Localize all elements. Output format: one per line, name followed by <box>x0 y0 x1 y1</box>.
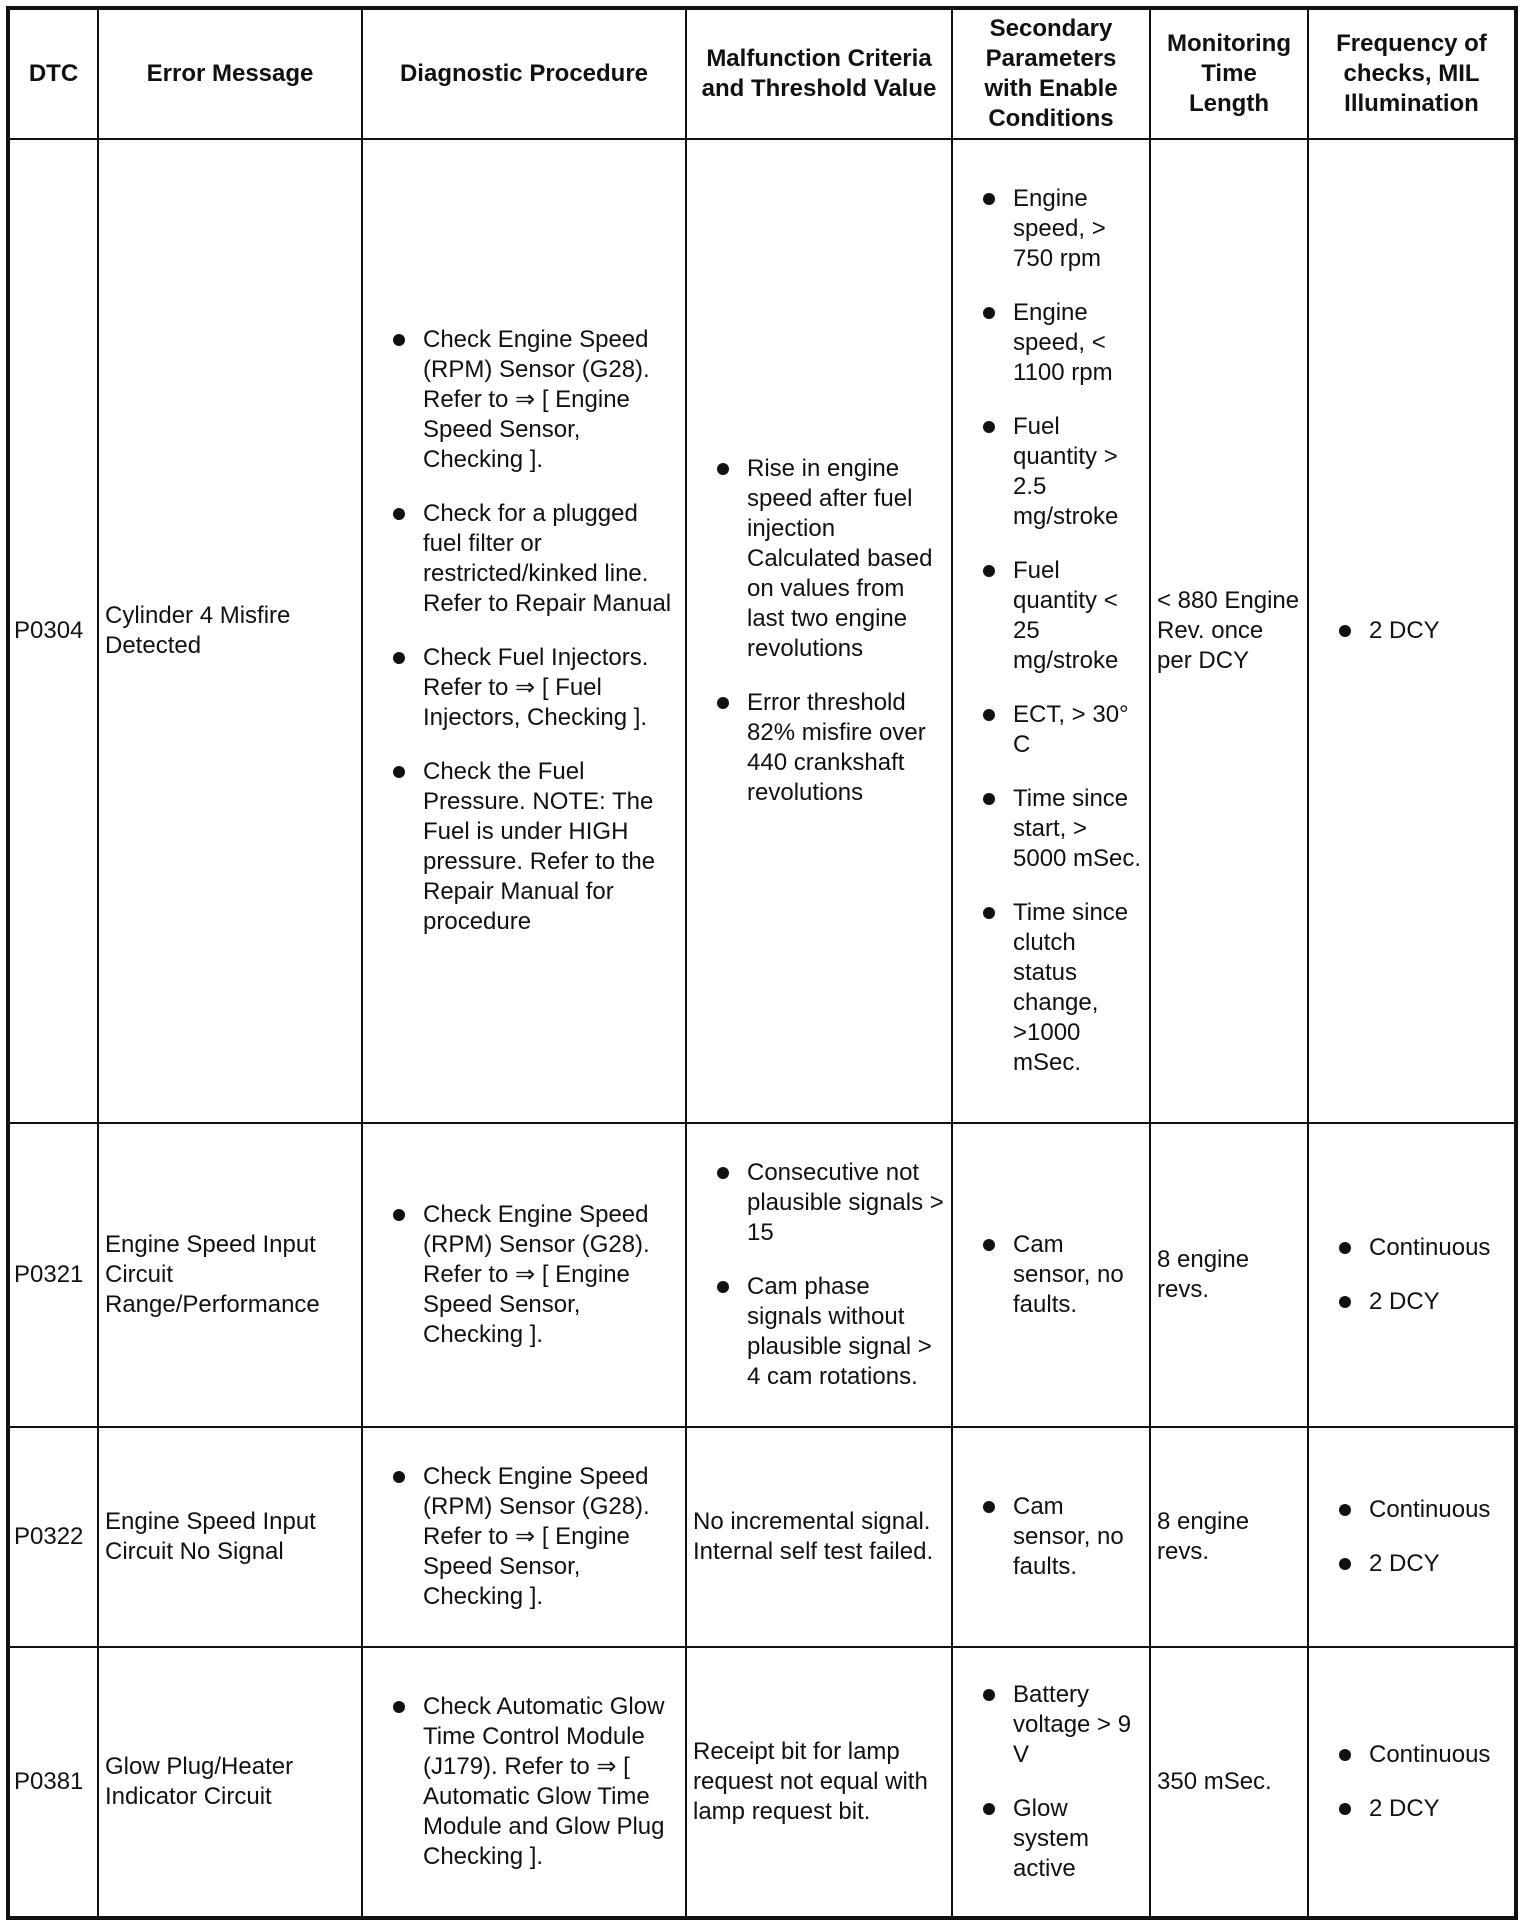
header-frequency: Frequency of checks, MIL Illumination <box>1308 8 1516 139</box>
frequency <box>1308 1647 1516 1918</box>
dtc-code: P0304 <box>8 139 98 1123</box>
diagnostic-list <box>369 1462 679 1612</box>
list-item: Consecutive not plausible signals > 15 <box>709 1158 945 1248</box>
list-item: Cam phase signals without plausible signal > 4 cam rotations. <box>709 1272 945 1392</box>
list-item: Rise in engine speed after fuel injection Calculated based on values from last two engine revolutions <box>709 454 945 664</box>
error-message: Cylinder 4 Misfire Detected <box>98 139 362 1123</box>
header-error-message: Error Message <box>98 8 362 139</box>
dtc-table-container <box>6 6 1518 1920</box>
header-dtc: DTC <box>8 8 98 139</box>
frequency <box>1308 1123 1516 1427</box>
list-item: 2 DCY <box>1331 1549 1508 1579</box>
frequency-list <box>1315 616 1508 646</box>
diagnostic-procedure <box>362 1427 686 1647</box>
list-item: Glow system active <box>975 1794 1143 1884</box>
monitoring-time: 350 mSec. <box>1150 1647 1308 1918</box>
malfunction-criteria <box>686 1123 952 1427</box>
monitoring-time: < 880 Engine Rev. once per DCY <box>1150 139 1308 1123</box>
secondary-parameters <box>952 139 1150 1123</box>
frequency-list <box>1315 1233 1508 1317</box>
dtc-table <box>6 6 1518 1920</box>
list-item: Check the Fuel Pressure. NOTE: The Fuel is under HIGH pressure. Refer to the Repair Manual for procedure <box>385 757 679 937</box>
secondary-parameters <box>952 1427 1150 1647</box>
list-item: 2 DCY <box>1331 1794 1508 1824</box>
malfunction-criteria: Receipt bit for lamp request not equal with lamp request bit. <box>686 1647 952 1918</box>
frequency-list <box>1315 1740 1508 1824</box>
dtc-code: P0381 <box>8 1647 98 1918</box>
list-item: Continuous <box>1331 1740 1508 1770</box>
secondary-parameters <box>952 1647 1150 1918</box>
secondary-list <box>959 1492 1143 1582</box>
diagnostic-procedure <box>362 1123 686 1427</box>
diagnostic-list <box>369 325 679 937</box>
list-item: Check Engine Speed (RPM) Sensor (G28). Refer to ⇒ [ Engine Speed Sensor, Checking ]. <box>385 325 679 475</box>
error-message: Engine Speed Input Circuit Range/Performance <box>98 1123 362 1427</box>
list-item: Engine speed, > 750 rpm <box>975 184 1143 274</box>
error-message: Glow Plug/Heater Indicator Circuit <box>98 1647 362 1918</box>
list-item: Cam sensor, no faults. <box>975 1230 1143 1320</box>
diagnostic-procedure <box>362 139 686 1123</box>
list-item: Continuous <box>1331 1233 1508 1263</box>
malfunction-list <box>693 1158 945 1392</box>
header-row <box>8 8 1516 139</box>
header-monitoring-time: Monitoring Time Length <box>1150 8 1308 139</box>
diagnostic-list <box>369 1692 679 1872</box>
list-item: 2 DCY <box>1331 616 1508 646</box>
secondary-list <box>959 1230 1143 1320</box>
diagnostic-procedure <box>362 1647 686 1918</box>
monitoring-time: 8 engine revs. <box>1150 1123 1308 1427</box>
list-item: Fuel quantity > 2.5 mg/stroke <box>975 412 1143 532</box>
list-item: Continuous <box>1331 1495 1508 1525</box>
diagnostic-list <box>369 1200 679 1350</box>
list-item: Check Engine Speed (RPM) Sensor (G28). Refer to ⇒ [ Engine Speed Sensor, Checking ]. <box>385 1462 679 1612</box>
table-row <box>8 1647 1516 1918</box>
frequency <box>1308 139 1516 1123</box>
table-row <box>8 1427 1516 1647</box>
list-item: Check Automatic Glow Time Control Module (J179). Refer to ⇒ [ Automatic Glow Time Module and Glow Plug Checking ]. <box>385 1692 679 1872</box>
table-row <box>8 1123 1516 1427</box>
list-item: Fuel quantity < 25 mg/stroke <box>975 556 1143 676</box>
secondary-list <box>959 184 1143 1078</box>
secondary-parameters <box>952 1123 1150 1427</box>
list-item: Cam sensor, no faults. <box>975 1492 1143 1582</box>
list-item: Battery voltage > 9 V <box>975 1680 1143 1770</box>
list-item: Time since start, > 5000 mSec. <box>975 784 1143 874</box>
list-item: 2 DCY <box>1331 1287 1508 1317</box>
secondary-list <box>959 1680 1143 1884</box>
dtc-code: P0322 <box>8 1427 98 1647</box>
monitoring-time: 8 engine revs. <box>1150 1427 1308 1647</box>
frequency-list <box>1315 1495 1508 1579</box>
frequency <box>1308 1427 1516 1647</box>
header-malfunction-criteria: Malfunction Criteria and Threshold Value <box>686 8 952 139</box>
malfunction-list <box>693 454 945 808</box>
list-item: Engine speed, < 1100 rpm <box>975 298 1143 388</box>
error-message: Engine Speed Input Circuit No Signal <box>98 1427 362 1647</box>
malfunction-criteria: No incremental signal. Internal self test failed. <box>686 1427 952 1647</box>
malfunction-criteria <box>686 139 952 1123</box>
header-secondary-parameters: Secondary Parameters with Enable Conditions <box>952 8 1150 139</box>
header-diagnostic-procedure: Diagnostic Procedure <box>362 8 686 139</box>
list-item: Check Engine Speed (RPM) Sensor (G28). Refer to ⇒ [ Engine Speed Sensor, Checking ]. <box>385 1200 679 1350</box>
list-item: Error threshold 82% misfire over 440 crankshaft revolutions <box>709 688 945 808</box>
list-item: ECT, > 30° C <box>975 700 1143 760</box>
list-item: Time since clutch status change, >1000 mSec. <box>975 898 1143 1078</box>
table-row <box>8 139 1516 1123</box>
dtc-code: P0321 <box>8 1123 98 1427</box>
list-item: Check Fuel Injectors. Refer to ⇒ [ Fuel Injectors, Checking ]. <box>385 643 679 733</box>
list-item: Check for a plugged fuel filter or restricted/kinked line. Refer to Repair Manual <box>385 499 679 619</box>
